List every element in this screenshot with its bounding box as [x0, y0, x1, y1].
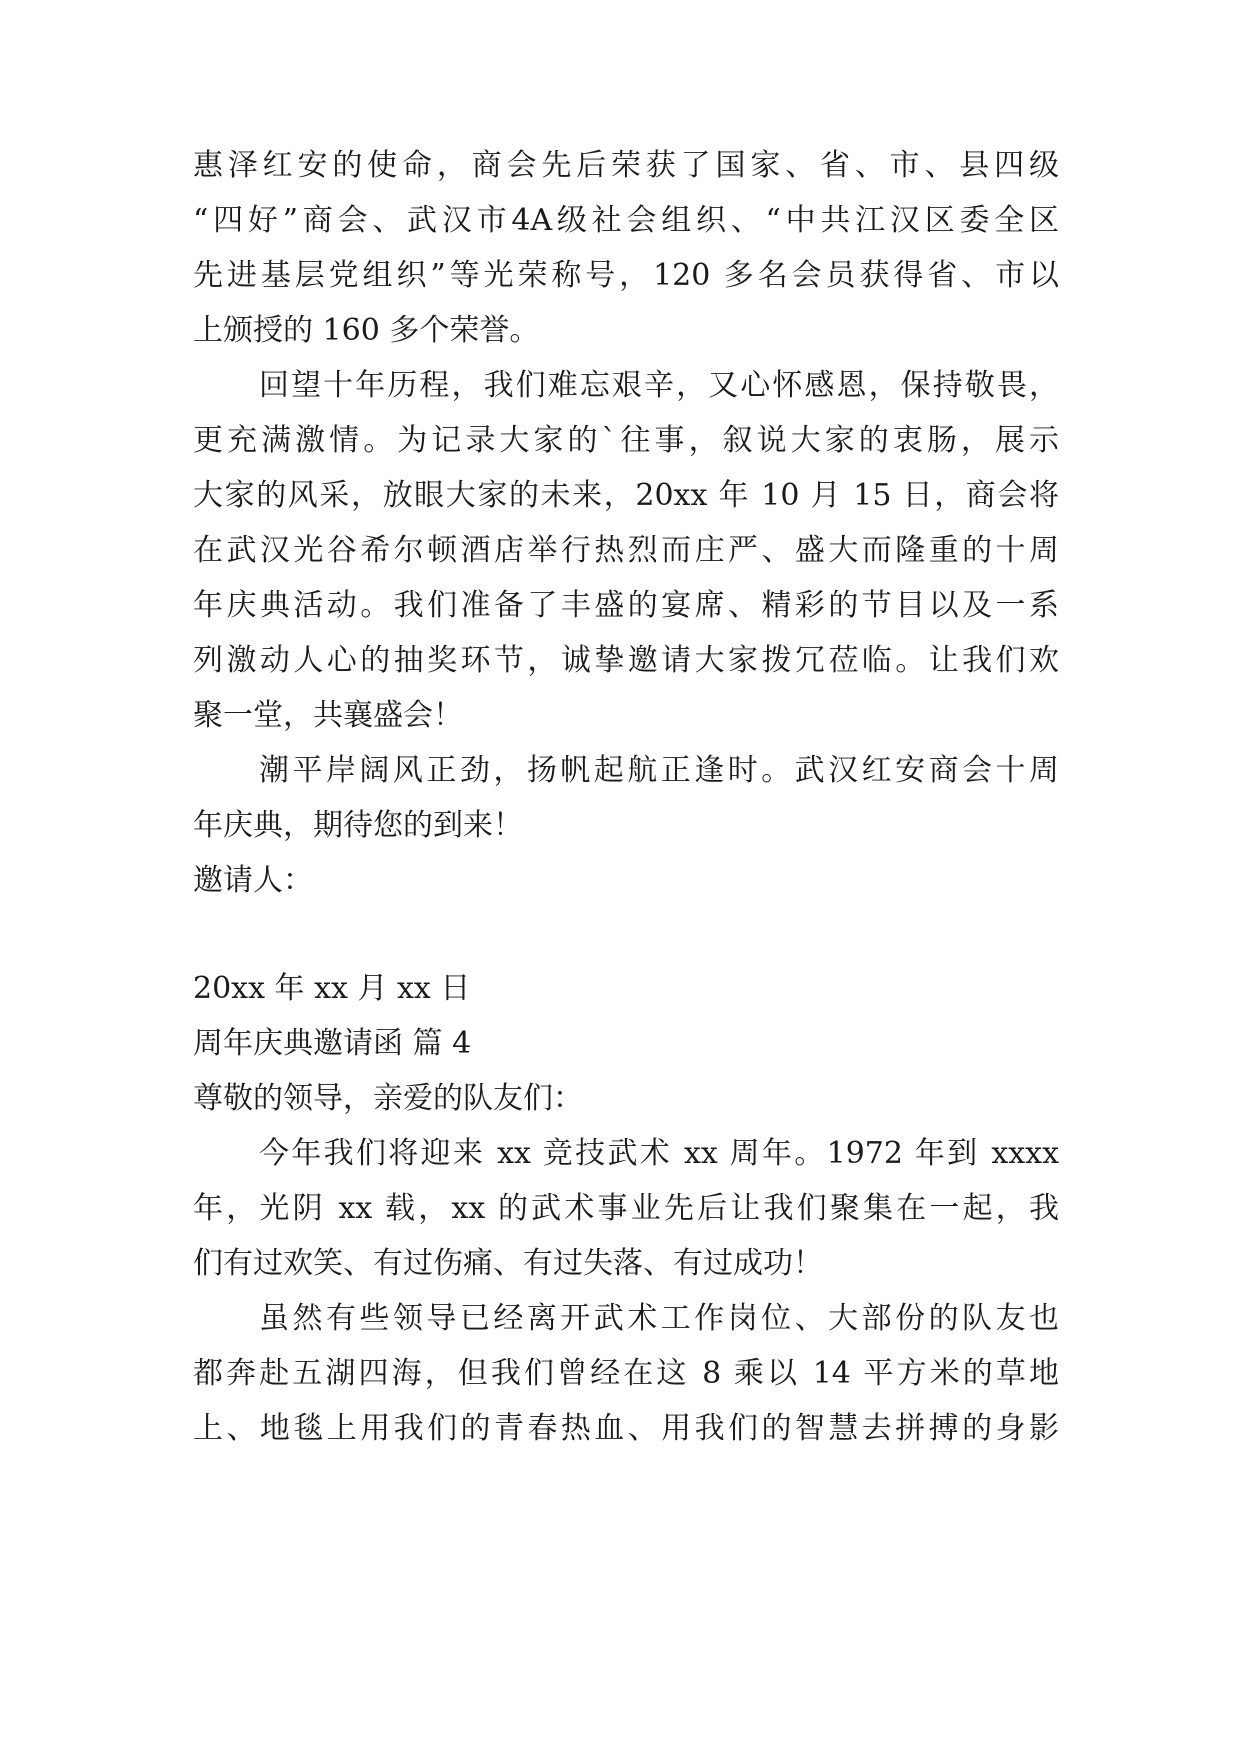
paragraph-line: 都奔赴五湖四海，但我们曾经在这 8 乘以 14 平方米的草地 — [193, 1356, 1059, 1391]
section-title: 周年庆典邀请函 篇 4 — [193, 1026, 472, 1061]
paragraph-line: 今年我们将迎来 xx 竞技武术 xx 周年。1972 年到 xxxx — [259, 1136, 1059, 1171]
paragraph-line: 潮平岸阔风正劲，扬帆起航正逢时。武汉红安商会十周 — [259, 753, 1059, 788]
paragraph-line: 们有过欢笑、有过伤痛、有过失落、有过成功！ — [193, 1246, 823, 1281]
inviter-label: 邀请人： — [193, 863, 313, 898]
paragraph-line: “四好”商会、武汉市4A级社会组织、“中共江汉区委全区 — [193, 203, 1059, 238]
paragraph-line: 虽然有些领导已经离开武术工作岗位、大部份的队友也 — [259, 1301, 1059, 1336]
salutation: 尊敬的领导，亲爱的队友们： — [193, 1081, 583, 1116]
paragraph-line: 上颁授的 160 多个荣誉。 — [193, 313, 540, 348]
paragraph-line: 年庆典活动。我们准备了丰盛的宴席、精彩的节目以及一系 — [193, 588, 1059, 623]
paragraph-line: 惠泽红安的使命，商会先后荣获了国家、省、市、县四级 — [193, 148, 1059, 183]
date-line: 20xx 年 xx 月 xx 日 — [193, 971, 471, 1006]
paragraph-line: 上、地毯上用我们的青春热血、用我们的智慧去拼搏的身影 — [193, 1411, 1059, 1446]
paragraph-line: 年，光阴 xx 载，xx 的武术事业先后让我们聚集在一起，我 — [193, 1191, 1059, 1226]
paragraph-line: 更充满激情。为记录大家的`往事，叙说大家的衷肠，展示 — [193, 423, 1059, 458]
paragraph-line: 年庆典，期待您的到来！ — [193, 808, 523, 843]
paragraph-line: 回望十年历程，我们难忘艰辛，又心怀感恩，保持敬畏， — [259, 368, 1059, 403]
paragraph-line: 大家的风采，放眼大家的未来，20xx 年 10 月 15 日，商会将 — [193, 478, 1059, 513]
paragraph-line: 先进基层党组织”等光荣称号，120 多名会员获得省、市以 — [193, 258, 1059, 293]
paragraph-line: 聚一堂，共襄盛会！ — [193, 698, 463, 733]
paragraph-line: 列激动人心的抽奖环节，诚挚邀请大家拨冗莅临。让我们欢 — [193, 643, 1059, 678]
paragraph-line: 在武汉光谷希尔顿酒店举行热烈而庄严、盛大而隆重的十周 — [193, 533, 1059, 568]
